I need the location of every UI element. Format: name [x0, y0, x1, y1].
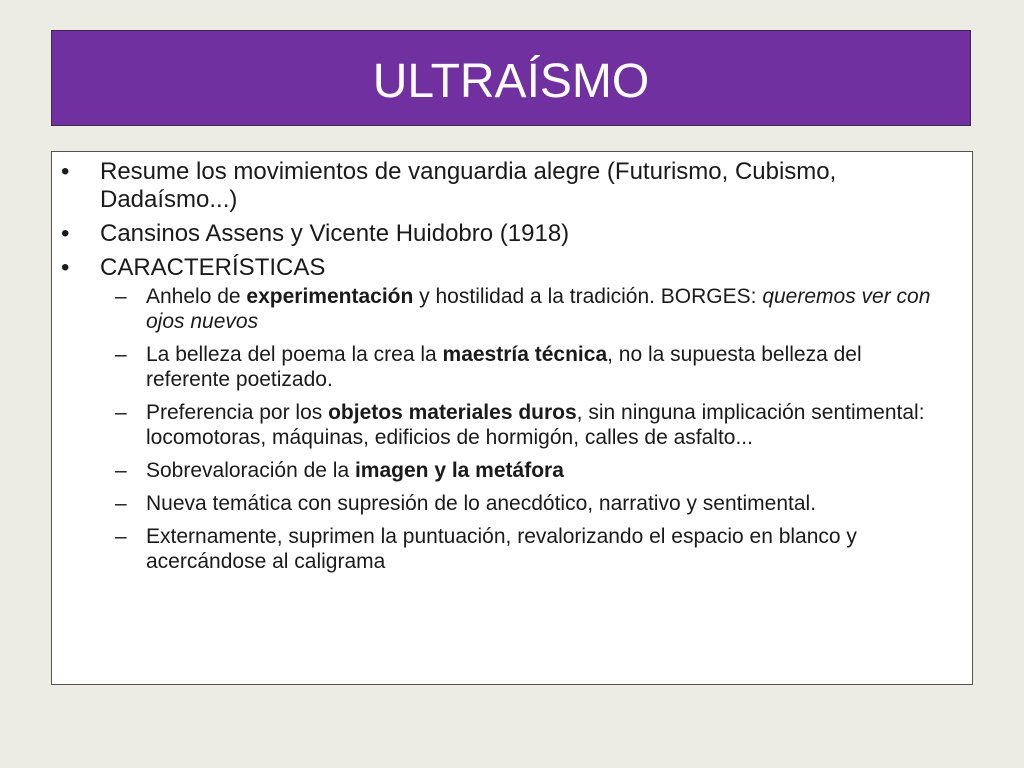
dash-icon: – — [115, 285, 127, 308]
bullet-icon: • — [61, 220, 70, 247]
bullet-text: Cansinos Assens y Vicente Huidobro (1918) — [100, 220, 570, 247]
sub-bullet-text: Preferencia por los — [146, 401, 329, 424]
sub-bullet-item — [100, 491, 942, 516]
sub-bullet-emphasis: objetos materiales duros — [328, 401, 577, 424]
bullet-item — [52, 220, 972, 248]
sub-bullet-text: Anhelo de — [146, 285, 247, 308]
dash-icon: – — [115, 401, 127, 424]
dash-icon: – — [115, 459, 127, 482]
sub-bullet-text: La belleza del poema la crea la — [146, 343, 443, 366]
sub-bullet-list — [100, 284, 942, 574]
bullet-icon: • — [61, 158, 70, 185]
sub-bullet-emphasis: imagen y la metáfora — [354, 459, 564, 482]
sub-bullet-text: Nueva temática con supresión de lo anecdótico, narrativo y sentimental. — [146, 492, 817, 515]
sub-bullet-item — [100, 524, 942, 574]
sub-bullet-item — [100, 400, 942, 450]
sub-bullet-quote: queremos ver con ojos nuevos — [146, 285, 931, 333]
slide-content-box — [51, 151, 973, 685]
bullet-icon: • — [61, 254, 70, 281]
sub-bullet-item — [100, 342, 942, 392]
sub-bullet-text: , sin ninguna implicación sentimental: locomotoras, máquinas, edificios de hormigón, calles de asfalto... — [146, 401, 925, 449]
slide-title-bar — [51, 30, 971, 126]
sub-bullet-emphasis: maestría técnica — [442, 343, 608, 366]
sub-bullet-text: y hostilidad a la tradición. BORGES: — [413, 285, 763, 308]
bullet-item — [52, 254, 972, 574]
bullet-item — [52, 158, 972, 214]
bullet-list — [52, 158, 972, 582]
slide-title: ULTRAÍSMO — [372, 54, 650, 108]
dash-icon: – — [115, 343, 127, 366]
bullet-text: Resume los movimientos de vanguardia alegre (Futurismo, Cubismo, Dadaísmo...) — [100, 158, 837, 213]
dash-icon: – — [115, 492, 127, 515]
sub-bullet-emphasis: experimentación — [246, 285, 414, 308]
sub-bullet-item — [100, 458, 942, 483]
sub-bullet-text: Externamente, suprimen la puntuación, revalorizando el espacio en blanco y acercándose al caligrama — [146, 525, 857, 573]
sub-bullet-text: Sobrevaloración de la — [146, 459, 355, 482]
bullet-text: CARACTERÍSTICAS — [100, 254, 326, 281]
sub-bullet-text: , no la supuesta belleza del referente poetizado. — [146, 343, 862, 391]
dash-icon: – — [115, 525, 127, 548]
sub-bullet-item — [100, 284, 942, 334]
